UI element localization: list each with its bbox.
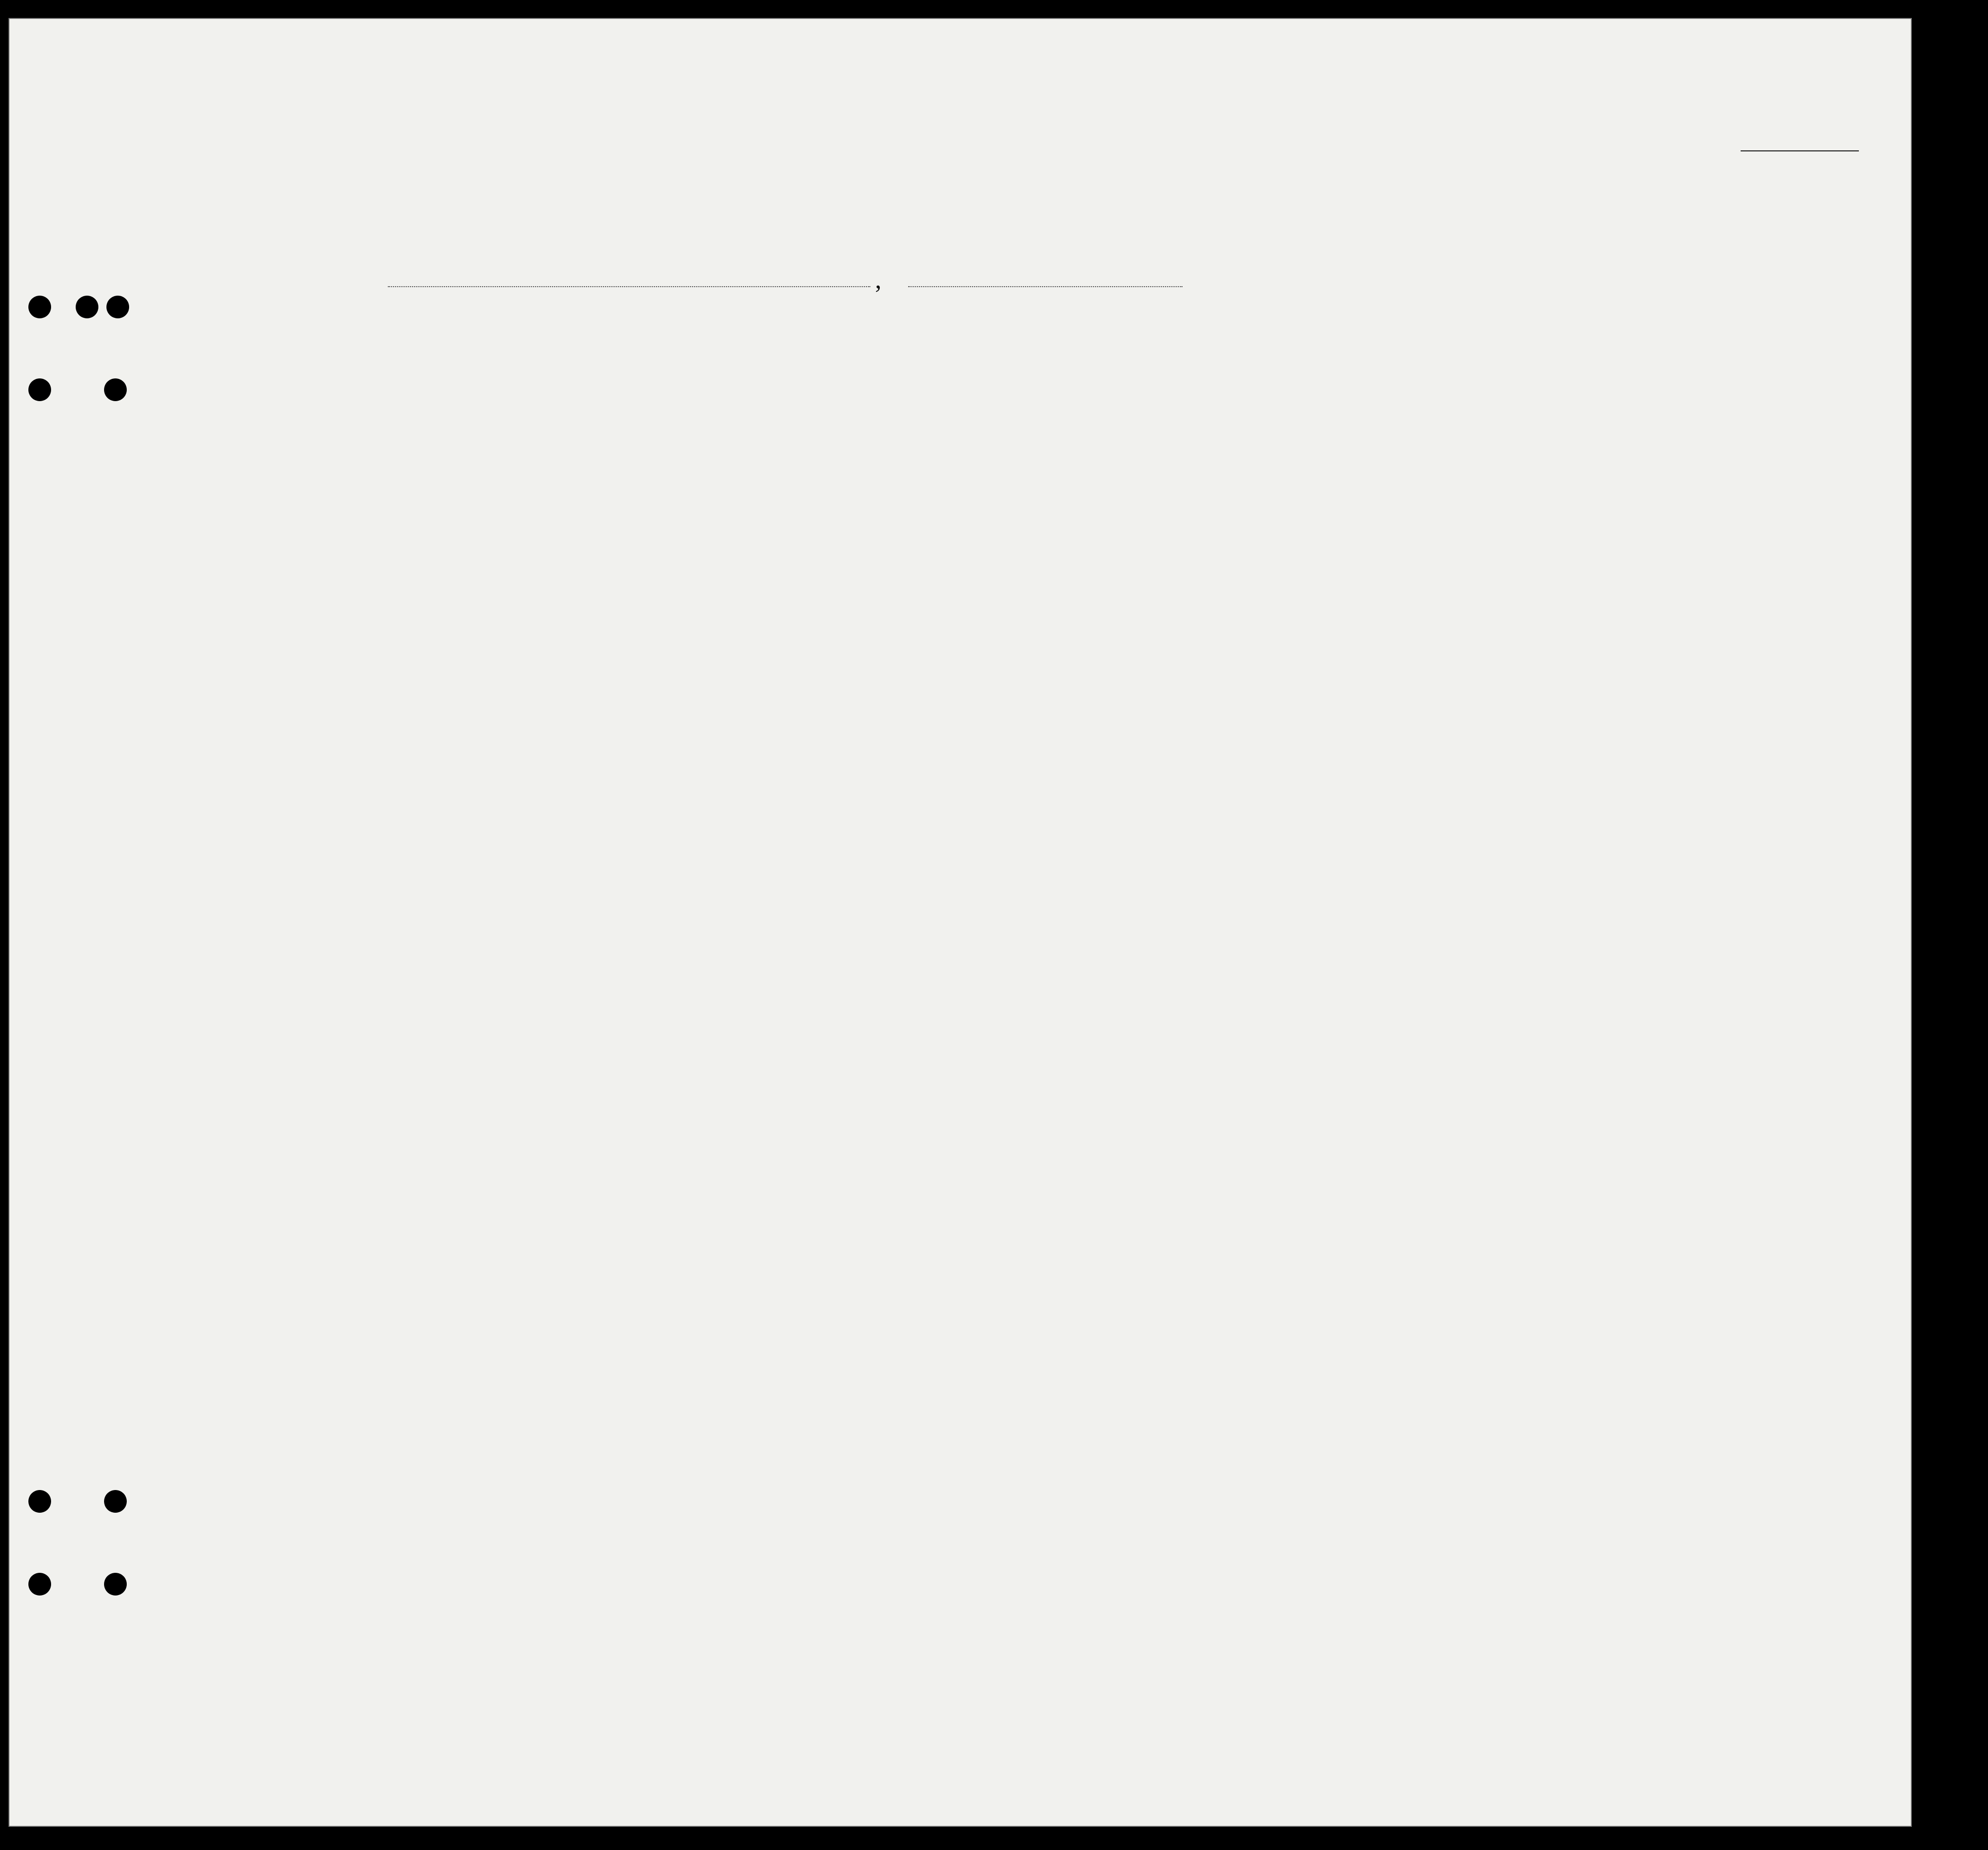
binder-hole	[104, 1573, 127, 1596]
binder-hole	[76, 296, 98, 318]
date-line	[908, 286, 1182, 287]
binder-hole	[104, 378, 127, 401]
manifest-page	[9, 19, 1911, 1826]
binder-hole	[28, 378, 51, 401]
binder-hole	[106, 296, 129, 318]
binder-hole	[104, 1490, 127, 1513]
comma: ,	[875, 265, 882, 294]
binder-hole	[28, 296, 51, 318]
ledger-grid	[9, 19, 1911, 1826]
port-line	[388, 286, 870, 287]
binder-hole	[28, 1573, 51, 1596]
binder-hole	[28, 1490, 51, 1513]
list-line	[1741, 150, 1859, 151]
